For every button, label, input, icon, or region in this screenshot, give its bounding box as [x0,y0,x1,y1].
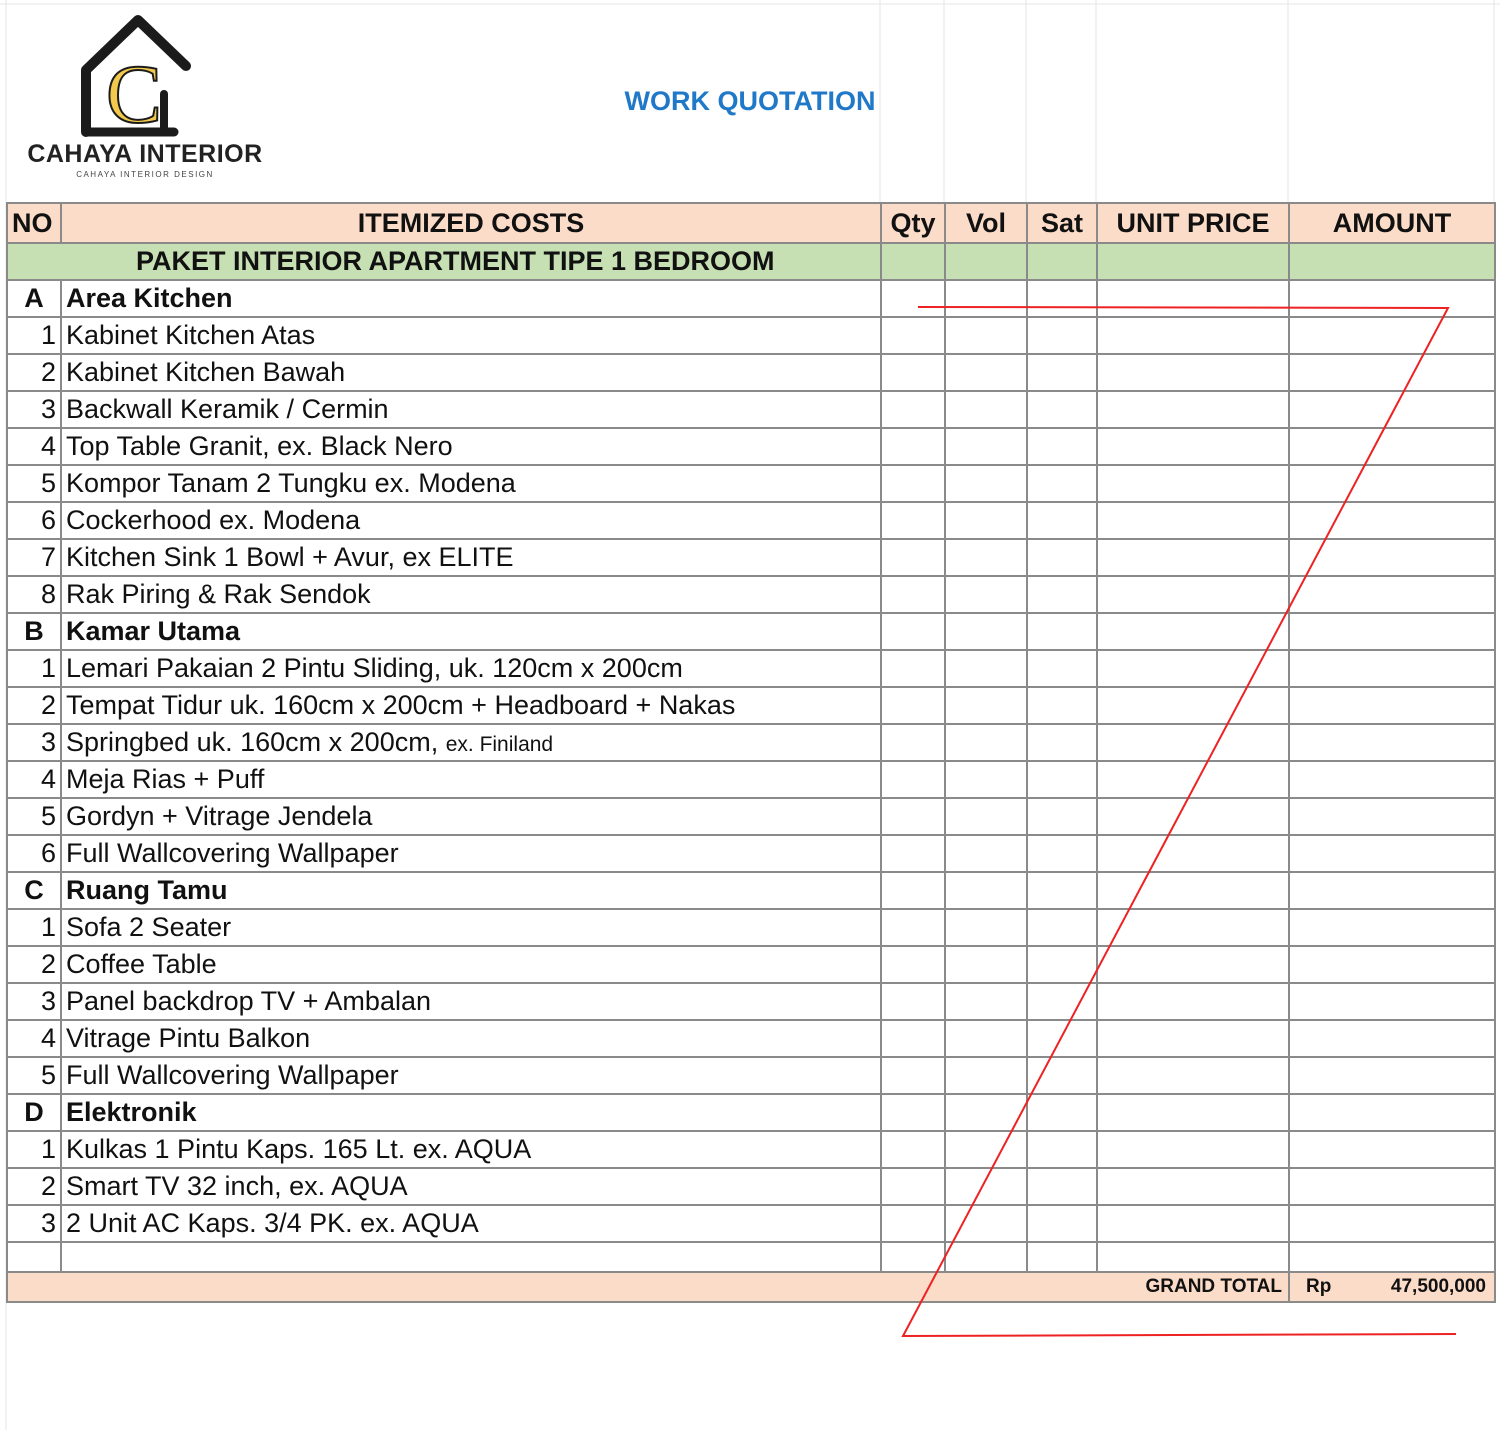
item-description: Panel backdrop TV + Ambalan [66,986,431,1016]
sat-cell [1027,983,1097,1020]
item-description: Smart TV 32 inch, ex. AQUA [66,1171,408,1201]
unit-price-cell [1097,428,1289,465]
amount-cell [1289,539,1495,576]
package-title: PAKET INTERIOR APARTMENT TIPE 1 BEDROOM [7,243,881,280]
item-number: 2 [7,687,61,724]
unit-price-cell [1097,946,1289,983]
item-number: 5 [7,465,61,502]
section-title: Ruang Tamu [61,872,881,909]
house-logo-icon [14,10,274,145]
table-row [7,798,1495,835]
sat-cell [1027,428,1097,465]
amount-cell [1289,1020,1495,1057]
unit-price-cell [1097,798,1289,835]
item-cell [61,983,881,1020]
item-cell [61,465,881,502]
qty-cell [881,428,945,465]
grand-total-currency: Rp [1306,1276,1332,1297]
section-code: A [7,280,61,317]
item-number: 2 [7,354,61,391]
item-description: Tempat Tidur uk. 160cm x 200cm + Headboard + Nakas [66,690,736,720]
item-number: 1 [7,650,61,687]
table-row [7,354,1495,391]
amount-cell [1289,724,1495,761]
document-title: WORK QUOTATION [624,86,876,116]
qty-cell [881,650,945,687]
qty-cell [881,502,945,539]
amount-cell [1289,761,1495,798]
sat-cell [1027,576,1097,613]
item-description: Full Wallcovering Wallpaper [66,1060,399,1090]
sat-cell [1027,502,1097,539]
item-description: Kulkas 1 Pintu Kaps. 165 Lt. ex. AQUA [66,1134,532,1164]
item-description: Kompor Tanam 2 Tungku ex. Modena [66,468,516,498]
table-row [7,1131,1495,1168]
unit-price-cell [1097,909,1289,946]
unit-price-cell [1097,1168,1289,1205]
amount-cell [1289,465,1495,502]
amount-cell [1289,428,1495,465]
qty-cell [881,1168,945,1205]
company-logo [14,10,274,185]
item-description: Kitchen Sink 1 Bowl + Avur, ex ELITE [66,542,514,572]
table-row [7,835,1495,872]
item-number: 7 [7,539,61,576]
vol-cell [945,391,1027,428]
sat-cell [1027,835,1097,872]
qty-cell [881,983,945,1020]
item-cell [61,798,881,835]
unit-price-cell [1097,465,1289,502]
table-row [7,761,1495,798]
item-cell [61,1168,881,1205]
item-cell [61,391,881,428]
quotation-table [6,202,1496,1303]
qty-cell [881,1131,945,1168]
item-cell [61,1020,881,1057]
qty-cell [881,946,945,983]
unit-price-cell [1097,1020,1289,1057]
header-itemized-costs: ITEMIZED COSTS [61,203,881,243]
section-title: Kamar Utama [61,613,881,650]
sat-cell [1027,724,1097,761]
vol-cell [945,576,1027,613]
item-cell [61,724,881,761]
section-title: Elektronik [61,1094,881,1131]
section-row [7,613,1495,650]
item-number: 4 [7,1020,61,1057]
vol-cell [945,428,1027,465]
amount-cell [1289,946,1495,983]
vol-cell [945,539,1027,576]
vol-cell [945,1205,1027,1242]
item-description: Gordyn + Vitrage Jendela [66,801,373,831]
header-vol: Vol [945,203,1027,243]
table-row [7,465,1495,502]
item-number: 3 [7,1205,61,1242]
item-description: Sofa 2 Seater [66,912,232,942]
vol-cell [945,317,1027,354]
qty-cell [881,539,945,576]
vol-cell [945,1020,1027,1057]
header-qty: Qty [881,203,945,243]
sat-cell [1027,687,1097,724]
item-number: 3 [7,724,61,761]
item-description: Coffee Table [66,949,217,979]
unit-price-cell [1097,761,1289,798]
item-cell [61,539,881,576]
item-description-note: ex. Finiland [445,733,554,756]
qty-cell [881,1020,945,1057]
amount-cell [1289,909,1495,946]
item-cell [61,761,881,798]
item-cell [61,946,881,983]
item-cell [61,1205,881,1242]
sat-cell [1027,761,1097,798]
sat-cell [1027,391,1097,428]
table-row [7,1168,1495,1205]
table-row [7,317,1495,354]
unit-price-cell [1097,1131,1289,1168]
header-unit-price: UNIT PRICE [1097,203,1289,243]
logo-letter: C [105,48,163,141]
item-description: Backwall Keramik / Cermin [66,394,389,424]
header-sat: Sat [1027,203,1097,243]
qty-cell [881,798,945,835]
item-cell [61,650,881,687]
vol-cell [945,465,1027,502]
section-code: D [7,1094,61,1131]
item-number: 3 [7,983,61,1020]
qty-cell [881,317,945,354]
unit-price-cell [1097,539,1289,576]
unit-price-cell [1097,1205,1289,1242]
item-number: 8 [7,576,61,613]
item-description: Springbed uk. 160cm x 200cm, [66,727,439,757]
table-row [7,1205,1495,1242]
vol-cell [945,1131,1027,1168]
sat-cell [1027,1168,1097,1205]
item-description: Vitrage Pintu Balkon [66,1023,311,1053]
item-number: 4 [7,428,61,465]
table-row [7,650,1495,687]
section-code: C [7,872,61,909]
item-cell [61,909,881,946]
item-number: 3 [7,391,61,428]
qty-cell [881,761,945,798]
item-cell [61,428,881,465]
unit-price-cell [1097,650,1289,687]
amount-cell [1289,502,1495,539]
vol-cell [945,724,1027,761]
brand-name: CAHAYA INTERIOR [27,140,263,168]
amount-cell [1289,1131,1495,1168]
unit-price-cell [1097,502,1289,539]
item-number: 4 [7,761,61,798]
qty-cell [881,724,945,761]
item-description: Kabinet Kitchen Bawah [66,357,346,387]
spacer-row [7,1242,1495,1272]
amount-cell [1289,317,1495,354]
qty-cell [881,909,945,946]
grand-total-row [7,1272,1495,1302]
amount-cell [1289,391,1495,428]
amount-cell [1289,576,1495,613]
item-number: 1 [7,909,61,946]
amount-cell [1289,354,1495,391]
sat-cell [1027,465,1097,502]
sat-cell [1027,1020,1097,1057]
item-cell [61,835,881,872]
item-description: Cockerhood ex. Modena [66,505,361,535]
sat-cell [1027,798,1097,835]
vol-cell [945,650,1027,687]
qty-cell [881,391,945,428]
qty-cell [881,576,945,613]
unit-price-cell [1097,576,1289,613]
item-number: 1 [7,1131,61,1168]
unit-price-cell [1097,354,1289,391]
sat-cell [1027,1131,1097,1168]
sat-cell [1027,650,1097,687]
item-number: 2 [7,946,61,983]
vol-cell [945,761,1027,798]
item-number: 5 [7,798,61,835]
table-header-row [7,203,1495,243]
vol-cell [945,354,1027,391]
table-row [7,983,1495,1020]
table-row [7,428,1495,465]
unit-price-cell [1097,835,1289,872]
item-cell [61,1057,881,1094]
table-row [7,502,1495,539]
table-row [7,539,1495,576]
vol-cell [945,1057,1027,1094]
item-cell [61,1131,881,1168]
item-cell [61,687,881,724]
table-row [7,1057,1495,1094]
section-title: Area Kitchen [61,280,881,317]
sat-cell [1027,317,1097,354]
vol-cell [945,909,1027,946]
sat-cell [1027,1057,1097,1094]
qty-cell [881,1205,945,1242]
unit-price-cell [1097,1057,1289,1094]
brand-tagline: CAHAYA INTERIOR DESIGN [76,170,214,179]
table-row [7,1020,1495,1057]
sat-cell [1027,909,1097,946]
grand-total-label: GRAND TOTAL [7,1272,1289,1302]
unit-price-cell [1097,391,1289,428]
package-row [7,243,1495,280]
header-amount: AMOUNT [1289,203,1495,243]
grand-total-amount [1289,1272,1495,1302]
sat-cell [1027,1205,1097,1242]
vol-cell [945,687,1027,724]
table-row [7,391,1495,428]
item-number: 5 [7,1057,61,1094]
amount-cell [1289,1205,1495,1242]
amount-cell [1289,650,1495,687]
unit-price-cell [1097,687,1289,724]
item-number: 2 [7,1168,61,1205]
section-row [7,872,1495,909]
item-description: Meja Rias + Puff [66,764,265,794]
unit-price-cell [1097,983,1289,1020]
vol-cell [945,835,1027,872]
amount-cell [1289,1168,1495,1205]
qty-cell [881,465,945,502]
table-row [7,576,1495,613]
item-description: Kabinet Kitchen Atas [66,320,316,350]
unit-price-cell [1097,724,1289,761]
unit-price-cell [1097,317,1289,354]
section-row [7,280,1495,317]
item-number: 1 [7,317,61,354]
qty-cell [881,687,945,724]
qty-cell [881,1057,945,1094]
item-cell [61,354,881,391]
amount-cell [1289,1057,1495,1094]
section-code: B [7,613,61,650]
header-no: NO [7,203,61,243]
item-description: Top Table Granit, ex. Black Nero [66,431,453,461]
amount-cell [1289,798,1495,835]
amount-cell [1289,835,1495,872]
vol-cell [945,1168,1027,1205]
sat-cell [1027,946,1097,983]
item-description: Full Wallcovering Wallpaper [66,838,399,868]
vol-cell [945,983,1027,1020]
table-row [7,909,1495,946]
qty-cell [881,354,945,391]
vol-cell [945,502,1027,539]
item-cell [61,576,881,613]
item-cell [61,502,881,539]
amount-cell [1289,983,1495,1020]
amount-cell [1289,687,1495,724]
item-number: 6 [7,502,61,539]
sat-cell [1027,354,1097,391]
item-number: 6 [7,835,61,872]
vol-cell [945,798,1027,835]
item-description: 2 Unit AC Kaps. 3/4 PK. ex. AQUA [66,1208,479,1238]
item-description: Lemari Pakaian 2 Pintu Sliding, uk. 120cm x 200cm [66,653,683,683]
section-row [7,1094,1495,1131]
item-cell [61,317,881,354]
table-row [7,724,1495,761]
grand-total-value: 47,500,000 [1390,1276,1486,1297]
sat-cell [1027,539,1097,576]
table-row [7,687,1495,724]
item-description: Rak Piring & Rak Sendok [66,579,371,609]
vol-cell [945,946,1027,983]
table-row [7,946,1495,983]
qty-cell [881,835,945,872]
